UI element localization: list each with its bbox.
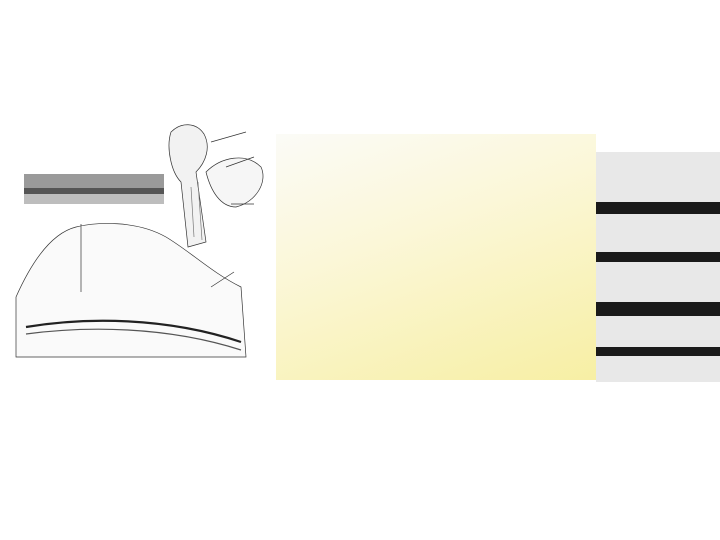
- right-micrograph: [596, 152, 720, 382]
- left-illustration: [6, 112, 274, 374]
- text-panel: [276, 134, 596, 380]
